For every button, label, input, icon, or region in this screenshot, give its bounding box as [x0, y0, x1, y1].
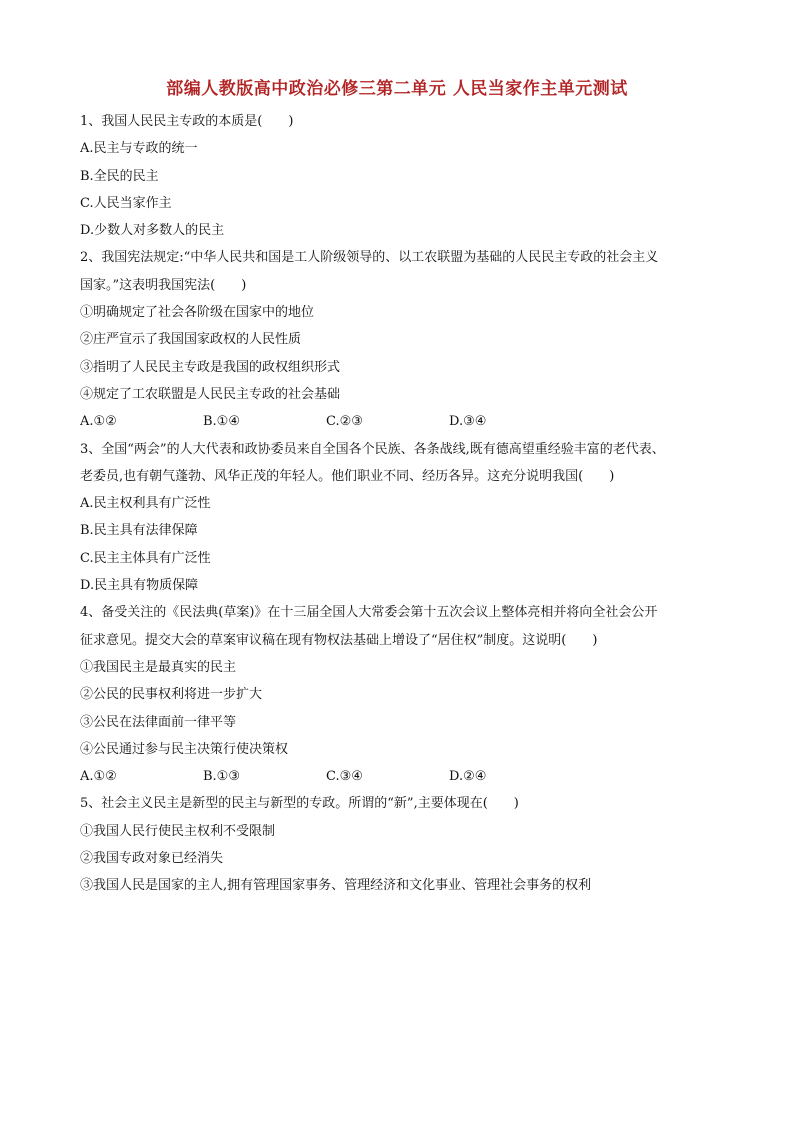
question-3-option-c: C.民主主体具有广泛性 — [80, 550, 211, 566]
question-1-option-b: B.全民的民主 — [80, 168, 159, 184]
question-2-option-d: D.③④ — [449, 414, 487, 430]
question-2-stem-line-1: 2、我国宪法规定:“中华人民共和国是工人阶级领导的、以工农联盟为基础的人民民主专政的社会主义 — [80, 250, 659, 266]
question-4-statement-2: ②公民的民事权利将进一步扩大 — [80, 687, 263, 703]
question-2-stem-line-2: 国家。”这表明我国宪法( ) — [80, 277, 247, 293]
question-4-stem-line-1: 4、备受关注的《民法典(草案)》在十三届全国人大常委会第十五次会议上整体亮相并将向全社会公开 — [80, 605, 658, 621]
question-4-stem-line-2: 征求意见。提交大会的草案审议稿在现有物权法基础上增设了“居住权”制度。这说明( ) — [80, 632, 598, 648]
question-4-option-c: C.③④ — [326, 769, 363, 785]
question-1-option-d: D.少数人对多数人的民主 — [80, 223, 225, 239]
question-4-option-a: A.①② — [80, 769, 117, 785]
question-4-options — [80, 763, 720, 790]
question-2-statement-3: ③指明了人民民主专政是我国的政权组织形式 — [80, 359, 341, 375]
question-1-stem: 1、我国人民民主专政的本质是( ) — [80, 114, 294, 129]
question-2-options — [80, 408, 720, 435]
question-3-stem-line-1: 3、全国“两会”的人大代表和政协委员来自全国各个民族、各条战线,既有德高望重经验丰富的老代表、 — [80, 441, 665, 457]
question-5-statement-3: ③我国人民是国家的主人,拥有管理国家事务、管理经济和文化事业、管理社会事务的权利 — [80, 878, 592, 894]
question-2-statement-1: ①明确规定了社会各阶级在国家中的地位 — [80, 305, 315, 321]
document-title: 部编人教版高中政治必修三第二单元 人民当家作主单元测试 — [166, 79, 628, 99]
question-2-statement-4: ④规定了工农联盟是人民民主专政的社会基础 — [80, 386, 341, 402]
question-1-option-c: C.人民当家作主 — [80, 195, 172, 211]
question-3-option-b: B.民主具有法律保障 — [80, 523, 198, 539]
question-3-option-a: A.民主权利具有广泛性 — [80, 496, 211, 512]
question-5-stem: 5、社会主义民主是新型的民主与新型的专政。所谓的“新”,主要体现在( ) — [80, 796, 519, 812]
question-2-option-a: A.①② — [80, 414, 117, 430]
question-5-statement-1: ①我国人民行使民主权利不受限制 — [80, 823, 276, 839]
question-2-option-c: C.②③ — [326, 414, 363, 430]
question-4-statement-3: ③公民在法律面前一律平等 — [80, 714, 237, 730]
question-list — [80, 108, 720, 900]
question-2-statement-2: ②庄严宣示了我国国家政权的人民性质 — [80, 332, 302, 348]
question-4-option-d: D.②④ — [449, 769, 487, 785]
question-4-statement-4: ④公民通过参与民主决策行使决策权 — [80, 741, 289, 757]
question-3-stem-line-2: 老委员,也有朝气蓬勃、风华正茂的年轻人。他们职业不同、经历各异。这充分说明我国( ) — [80, 468, 615, 484]
question-5-statement-2: ②我国专政对象已经消失 — [80, 851, 224, 867]
question-2-option-b: B.①④ — [203, 414, 240, 430]
question-4-option-b: B.①③ — [203, 769, 240, 785]
question-4-statement-1: ①我国民主是最真实的民主 — [80, 659, 237, 675]
question-1-option-a: A.民主与专政的统一 — [80, 141, 198, 157]
question-3-option-d: D.民主具有物质保障 — [80, 578, 199, 594]
